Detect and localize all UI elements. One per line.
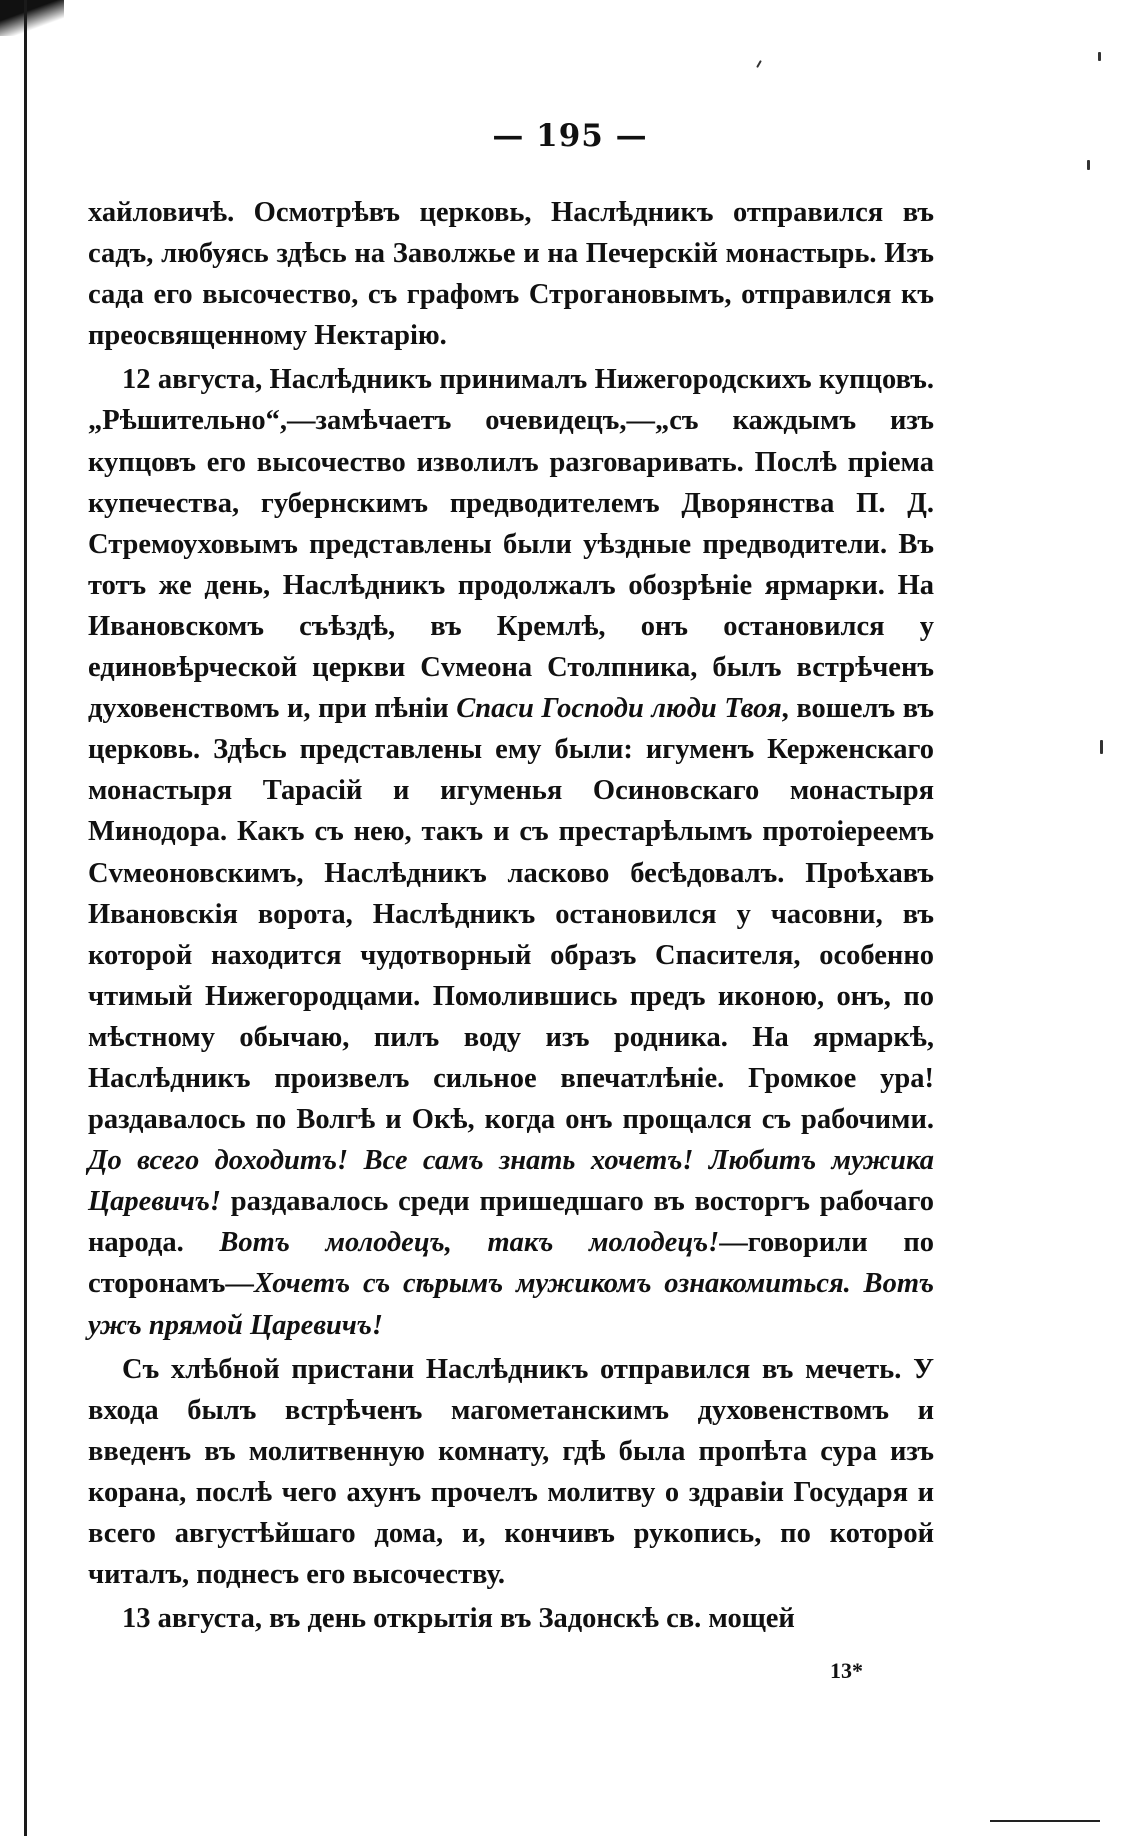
- text-run: 13 августа, въ день открытія въ Задонскѣ св. мощей: [122, 1603, 795, 1635]
- text-run: 12 августа, Наслѣдникъ принималъ Нижегородскихъ купцовъ. „Рѣшительно“,—замѣчаетъ очевидецъ,—„съ каждымъ изъ купцовъ его высочество изволилъ разговаривать. Послѣ пріема купечества, губернскимъ предводителемъ Дворянства П. Д. Стремоуховымъ представлены были уѣздные предводители. Въ тотъ же день, Наслѣдникъ продолжалъ обозрѣніе ярмарки. На Ивановскомъ съѣздѣ, въ Кремлѣ, онъ остановился у единовѣрческой церкви Сvмеона Столпника, былъ встрѣченъ духовенствомъ и, при пѣніи: [88, 364, 934, 725]
- text-run: , вошелъ въ церковь. Здѣсь представлены ему были: игуменъ Керженскаго монастыря Тарасій и игуменья Осиновскаго монастыря Минодора. Какъ съ нею, такъ и съ престарѣлымъ протоіереемъ Сvмеоновскимъ, Наслѣдникъ ласково бесѣдовалъ. Проѣхавъ Ивановскія ворота, Наслѣдникъ остановился у часовни, въ которой находится чудотворный образъ Спасителя, особенно чтимый Нижегородцами. Помолившись предъ иконою, онъ, по мѣстному обычаю, пилъ воду изъ родника. На ярмаркѣ, Наслѣдникъ произвелъ сильное впечатлѣніе. Громкое ура! раздавалось по Волгѣ и Окѣ, когда онъ прощался съ рабочими.: [88, 693, 934, 1136]
- text-run: Съ хлѣбной пристани Наслѣдникъ отправился въ мечеть. У входа былъ встрѣченъ магометанскимъ духовенствомъ и введенъ въ молитвенную комнату, гдѣ была пропѣта сура изъ корана, послѣ чего ахунъ прочелъ молитву о здравіи Государя и всего августѣйшаго дома, и, кончивъ рукопись, по которой читалъ, поднесъ его высочеству.: [88, 1353, 934, 1591]
- text-run: хайловичѣ. Осмотрѣвъ церковь, Наслѣдникъ отправился въ садъ, любуясь здѣсь на Заволжье и на Печерскій монастырь. Изъ сада его высочество, съ графомъ Строгановымъ, отправился къ преосвященному Нектарію.: [88, 197, 934, 352]
- scan-left-edge-line: [24, 0, 27, 1836]
- paragraph-3: [88, 1349, 934, 1596]
- italic-quote: Хочетъ съ сѣрымъ мужикомъ ознакомиться. Вотъ ужъ прямой Царевичъ!: [88, 1268, 934, 1341]
- italic-quote: Вотъ молодецъ, такъ молодецъ!: [219, 1227, 720, 1259]
- italic-quote: До всего доходитъ! Все самъ знать хочетъ! Любитъ мужика Царевичъ!: [88, 1145, 934, 1218]
- italic-quote: Спаси Господи люди Твоя: [456, 693, 782, 725]
- page-number-header: — 195 —: [492, 118, 648, 154]
- scan-speck: [1087, 160, 1090, 170]
- text-run: —говорили по сторонамъ—: [88, 1227, 934, 1300]
- paragraph-1: [88, 192, 934, 356]
- body-text: [88, 192, 934, 1639]
- paragraph-4: [88, 1598, 934, 1639]
- scan-speck: [1098, 52, 1101, 61]
- scan-speck: [1100, 740, 1103, 754]
- scan-corner-shadow: [0, 0, 64, 36]
- paragraph-2: [88, 359, 934, 1345]
- printer-signature-mark: 13*: [830, 1658, 863, 1683]
- text-run: раздавалось среди пришедшаго въ восторгъ рабочаго народа.: [88, 1186, 934, 1259]
- scan-speck: [756, 60, 762, 68]
- scan-bottom-edge-line: [990, 1820, 1100, 1822]
